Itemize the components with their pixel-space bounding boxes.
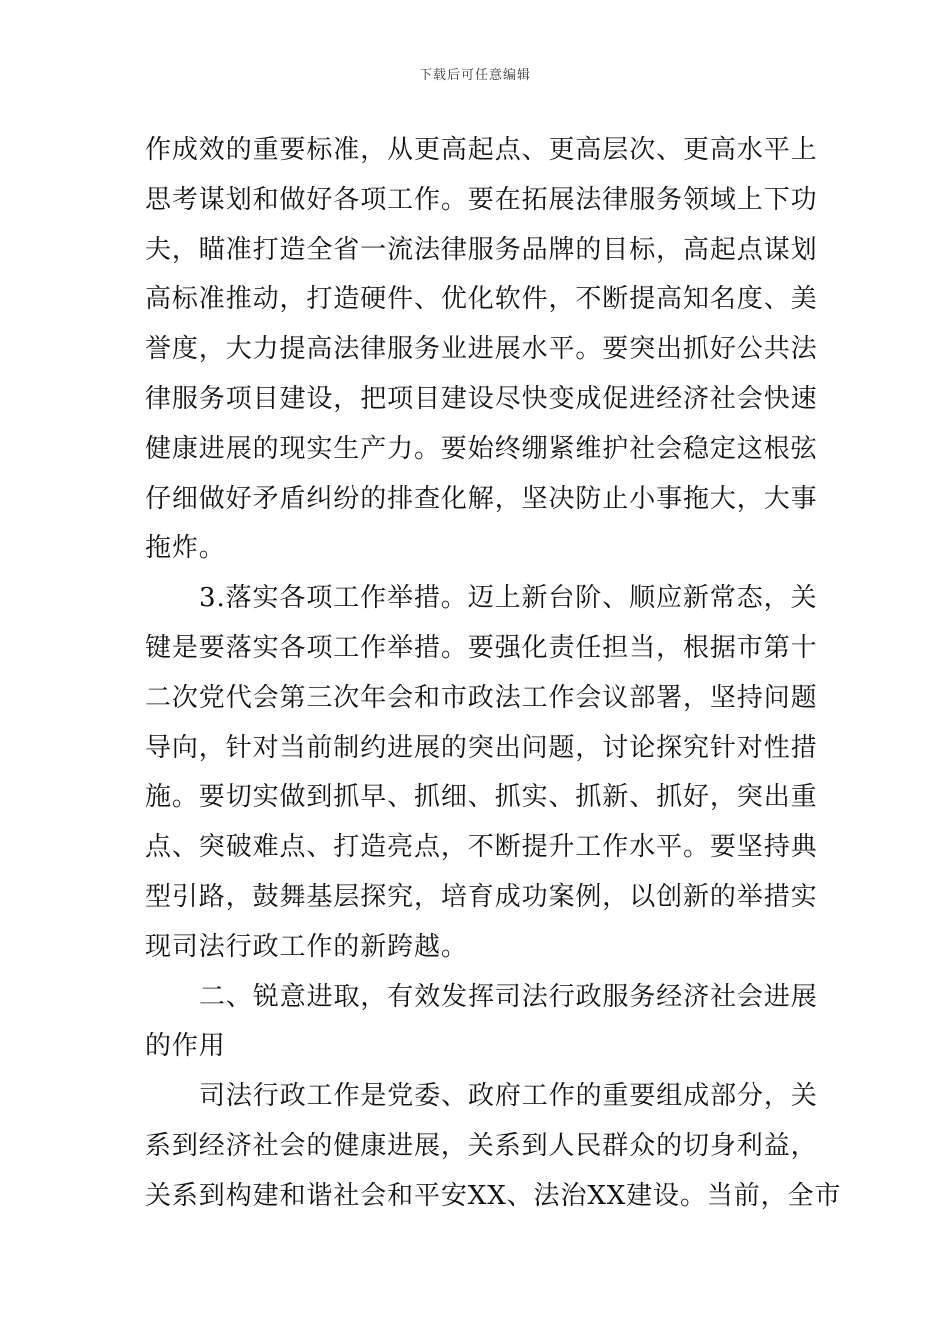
text-line: 拖炸。 (145, 533, 226, 564)
paragraph-start-line: 3.落实各项工作举措。迈上新台阶、顺应新常态，关 (199, 583, 818, 614)
section-heading-line: 的作用 (145, 1031, 226, 1062)
page-header: 下载后可任意编辑 (418, 68, 531, 83)
text-line: 现司法行政工作的新跨越。 (145, 931, 468, 962)
text-line: 系到经济社会的健康进展，关系到人民群众的切身利益， (145, 1130, 818, 1161)
paragraph-start-line: 司法行政工作是党委、政府工作的重要组成部分，关 (199, 1081, 818, 1112)
text-line: 点、突破难点、打造亮点，不断提升工作水平。要坚持典 (145, 832, 818, 863)
text-line: 作成效的重要标准，从更高起点、更高层次、更高水平上 (145, 135, 818, 165)
text-line: 关系到构建和谐社会和平安XX、法治XX建设。当前，全市 (145, 1180, 842, 1211)
text-line: 仔细做好矛盾纠纷的排查化解，坚决防止小事拖大，大事 (145, 483, 818, 514)
text-line: 型引路，鼓舞基层探究，培育成功案例，以创新的举措实 (145, 881, 818, 912)
text-line: 键是要落实各项工作举措。要强化责任担当，根据市第十 (145, 632, 818, 663)
text-line: 施。要切实做到抓早、抓细、抓实、抓新、抓好，突出重 (145, 782, 818, 813)
text-line: 思考谋划和做好各项工作。要在拓展法律服务领域上下功 (145, 184, 818, 215)
text-line: 誉度，大力提高法律服务业进展水平。要突出抓好公共法 (145, 334, 818, 365)
body-text (145, 126, 842, 1222)
text-line: 夫，瞄准打造全省一流法律服务品牌的目标，高起点谋划 (145, 234, 818, 265)
text-line: 高标准推动，打造硬件、优化软件，不断提高知名度、美 (145, 284, 818, 315)
text-line: 二次党代会第三次年会和市政法工作会议部署，坚持问题 (145, 682, 818, 713)
text-line: 律服务项目建设，把项目建设尽快变成促进经济社会快速 (145, 383, 818, 414)
text-line: 健康进展的现实生产力。要始终绷紧维护社会稳定这根弦 (145, 433, 818, 464)
section-heading-line: 二、锐意进取，有效发挥司法行政服务经济社会进展 (199, 981, 818, 1012)
text-line: 导向，针对当前制约进展的突出问题，讨论探究针对性措 (145, 732, 818, 763)
